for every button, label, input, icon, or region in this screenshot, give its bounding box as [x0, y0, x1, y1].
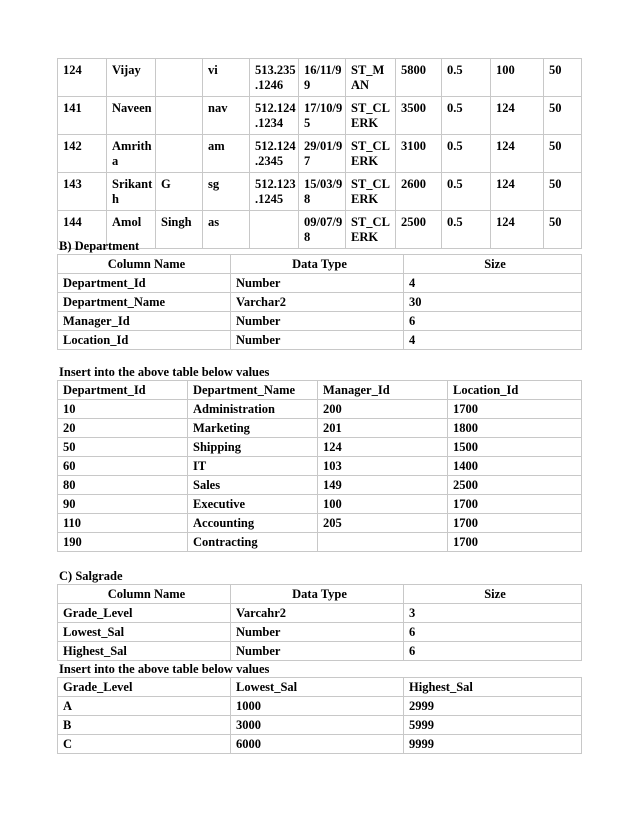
table-cell: 9999 — [404, 735, 582, 754]
table-cell: 2600 — [396, 173, 442, 211]
table-row — [58, 495, 582, 514]
table-cell: 50 — [58, 438, 188, 457]
table-row — [58, 735, 582, 754]
table-cell: Vijay — [107, 59, 156, 97]
column-header: Column Name — [58, 255, 231, 274]
table-cell: 124 — [491, 135, 544, 173]
table-cell: 30 — [404, 293, 582, 312]
table-cell: 50 — [544, 173, 582, 211]
table-cell: Varchar2 — [231, 293, 404, 312]
table-cell: 20 — [58, 419, 188, 438]
table-row — [58, 533, 582, 552]
table-row — [58, 400, 582, 419]
column-header: Department_Id — [58, 381, 188, 400]
table-cell: 2999 — [404, 697, 582, 716]
table-cell: 190 — [58, 533, 188, 552]
table-row — [58, 293, 582, 312]
table-cell: 09/07/9 8 — [299, 211, 346, 249]
table-cell: 6 — [404, 312, 582, 331]
table-cell: Administration — [188, 400, 318, 419]
table-cell: nav — [203, 97, 250, 135]
table-cell: 0.5 — [442, 211, 491, 249]
table-cell: 3100 — [396, 135, 442, 173]
insert-instruction-salgrade: Insert into the above table below values — [59, 662, 270, 676]
table-row — [58, 135, 582, 173]
table-cell: Sales — [188, 476, 318, 495]
table-cell: 513.235 .1246 — [250, 59, 299, 97]
table-cell: 6 — [404, 623, 582, 642]
table-row — [58, 457, 582, 476]
table-cell: 1700 — [448, 533, 582, 552]
table-cell: IT — [188, 457, 318, 476]
table-cell: Number — [231, 623, 404, 642]
table-row — [58, 312, 582, 331]
table-cell: 144 — [58, 211, 107, 249]
salgrade-values-table — [57, 677, 582, 754]
table-cell: Shipping — [188, 438, 318, 457]
table-cell: 17/10/9 5 — [299, 97, 346, 135]
table-cell: 205 — [318, 514, 448, 533]
table-cell: Contracting — [188, 533, 318, 552]
table-cell: B — [58, 716, 231, 735]
employee-rows — [58, 59, 582, 249]
table-header-row — [58, 678, 582, 697]
table-cell: Naveen — [107, 97, 156, 135]
table-cell: 4 — [404, 331, 582, 350]
table-cell: 50 — [544, 97, 582, 135]
employee-table — [57, 58, 582, 249]
table-cell: 80 — [58, 476, 188, 495]
table-cell: 0.5 — [442, 135, 491, 173]
table-cell: 50 — [544, 59, 582, 97]
table-cell: 124 — [491, 97, 544, 135]
column-header: Column Name — [58, 585, 231, 604]
column-header: Location_Id — [448, 381, 582, 400]
table-cell: 124 — [491, 173, 544, 211]
table-cell: 1800 — [448, 419, 582, 438]
table-cell: 149 — [318, 476, 448, 495]
table-row — [58, 604, 582, 623]
table-header-row — [58, 381, 582, 400]
table-cell: Accounting — [188, 514, 318, 533]
table-cell: Number — [231, 331, 404, 350]
table-cell: 2500 — [448, 476, 582, 495]
table-row — [58, 642, 582, 661]
column-header: Size — [404, 585, 582, 604]
table-cell: Marketing — [188, 419, 318, 438]
table-cell: Number — [231, 642, 404, 661]
table-cell: 200 — [318, 400, 448, 419]
table-cell: 1700 — [448, 495, 582, 514]
table-cell: 50 — [544, 135, 582, 173]
table-cell — [156, 97, 203, 135]
table-cell: 90 — [58, 495, 188, 514]
table-row — [58, 438, 582, 457]
table-cell: 2500 — [396, 211, 442, 249]
table-cell: sg — [203, 173, 250, 211]
table-cell: ST_CL ERK — [346, 211, 396, 249]
table-row — [58, 514, 582, 533]
table-cell: Location_Id — [58, 331, 231, 350]
table-header-row — [58, 255, 582, 274]
table-row — [58, 59, 582, 97]
table-cell: as — [203, 211, 250, 249]
table-cell: 100 — [318, 495, 448, 514]
table-cell: 1500 — [448, 438, 582, 457]
table-cell: 3 — [404, 604, 582, 623]
table-row — [58, 419, 582, 438]
table-cell: 6 — [404, 642, 582, 661]
table-cell: 1700 — [448, 400, 582, 419]
table-cell — [156, 135, 203, 173]
table-cell — [318, 533, 448, 552]
table-cell: 512.123 .1245 — [250, 173, 299, 211]
table-cell: Singh — [156, 211, 203, 249]
salgrade-spec-table — [57, 584, 582, 661]
table-cell: 124 — [318, 438, 448, 457]
column-header: Data Type — [231, 255, 404, 274]
table-cell: 512.124 .1234 — [250, 97, 299, 135]
table-cell: 0.5 — [442, 97, 491, 135]
insert-instruction-department: Insert into the above table below values — [59, 365, 270, 379]
table-cell: Amol — [107, 211, 156, 249]
table-cell: 3500 — [396, 97, 442, 135]
table-cell: 124 — [58, 59, 107, 97]
table-cell: Department_Id — [58, 274, 231, 293]
section-title-department: B) Department — [59, 239, 140, 253]
table-cell: A — [58, 697, 231, 716]
table-cell: Amrith a — [107, 135, 156, 173]
table-cell: C — [58, 735, 231, 754]
table-cell: 5999 — [404, 716, 582, 735]
table-cell: am — [203, 135, 250, 173]
table-cell: 60 — [58, 457, 188, 476]
table-cell — [156, 59, 203, 97]
table-row — [58, 476, 582, 495]
table-cell: 5800 — [396, 59, 442, 97]
table-cell: Executive — [188, 495, 318, 514]
table-cell: Grade_Level — [58, 604, 231, 623]
table-row — [58, 274, 582, 293]
table-cell: 110 — [58, 514, 188, 533]
table-cell: 141 — [58, 97, 107, 135]
department-values-table — [57, 380, 582, 552]
table-cell: ST_M AN — [346, 59, 396, 97]
table-cell: Varcahr2 — [231, 604, 404, 623]
table-cell: vi — [203, 59, 250, 97]
table-cell: Highest_Sal — [58, 642, 231, 661]
table-header-row — [58, 585, 582, 604]
table-cell: Lowest_Sal — [58, 623, 231, 642]
department-spec-table — [57, 254, 582, 350]
table-cell: 142 — [58, 135, 107, 173]
table-cell: ST_CL ERK — [346, 135, 396, 173]
table-cell: 0.5 — [442, 59, 491, 97]
section-title-salgrade: C) Salgrade — [59, 569, 123, 583]
table-cell: Department_Name — [58, 293, 231, 312]
table-cell: 1000 — [231, 697, 404, 716]
table-cell: 103 — [318, 457, 448, 476]
table-cell: 29/01/9 7 — [299, 135, 346, 173]
table-cell: 100 — [491, 59, 544, 97]
table-cell: 143 — [58, 173, 107, 211]
table-cell: 1400 — [448, 457, 582, 476]
column-header: Highest_Sal — [404, 678, 582, 697]
table-row — [58, 331, 582, 350]
table-cell: 50 — [544, 211, 582, 249]
table-cell: 15/03/9 8 — [299, 173, 346, 211]
table-cell: 6000 — [231, 735, 404, 754]
table-cell: Number — [231, 274, 404, 293]
table-cell: 0.5 — [442, 173, 491, 211]
column-header: Department_Name — [188, 381, 318, 400]
table-cell: 512.124 .2345 — [250, 135, 299, 173]
table-cell: 1700 — [448, 514, 582, 533]
table-row — [58, 97, 582, 135]
column-header: Lowest_Sal — [231, 678, 404, 697]
table-cell: Srikant h — [107, 173, 156, 211]
table-row — [58, 173, 582, 211]
column-header: Grade_Level — [58, 678, 231, 697]
table-cell: G — [156, 173, 203, 211]
column-header: Size — [404, 255, 582, 274]
table-cell: Manager_Id — [58, 312, 231, 331]
table-cell: 3000 — [231, 716, 404, 735]
table-row — [58, 623, 582, 642]
table-cell — [250, 211, 299, 249]
table-cell: Number — [231, 312, 404, 331]
column-header: Data Type — [231, 585, 404, 604]
table-cell: ST_CL ERK — [346, 173, 396, 211]
table-cell: 201 — [318, 419, 448, 438]
column-header: Manager_Id — [318, 381, 448, 400]
table-cell: ST_CL ERK — [346, 97, 396, 135]
table-cell: 124 — [491, 211, 544, 249]
table-row — [58, 697, 582, 716]
table-cell: 4 — [404, 274, 582, 293]
table-cell: 16/11/9 9 — [299, 59, 346, 97]
table-row — [58, 716, 582, 735]
table-cell: 10 — [58, 400, 188, 419]
